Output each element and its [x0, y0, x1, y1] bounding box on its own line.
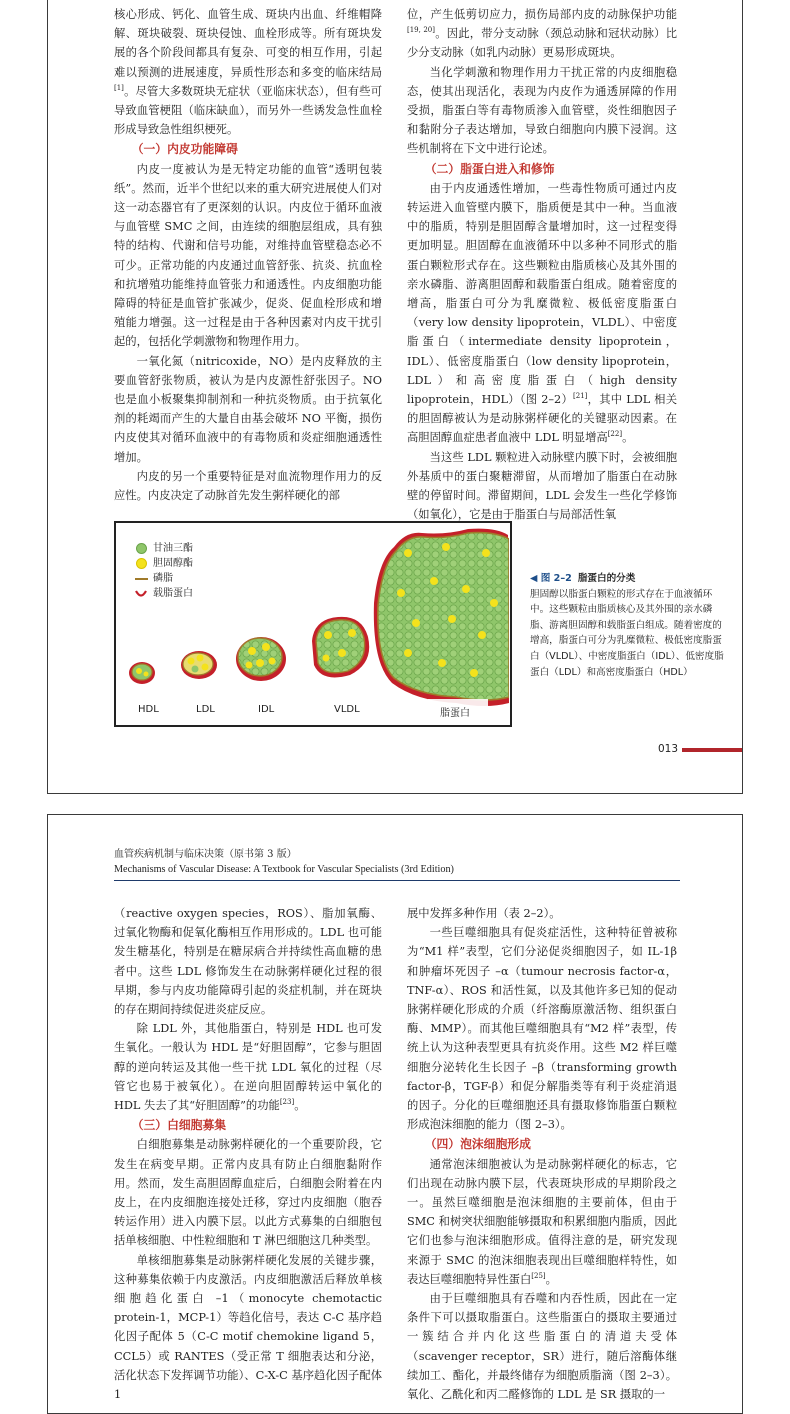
running-header: [114, 847, 680, 881]
left-column: [114, 904, 382, 1404]
paragraph: 白细胞募集是动脉粥样硬化的一个重要阶段，它发生在病变早期。正常内皮具有防止白细胞黏附作用。然而，发生高胆固醇血症后，白细胞会附着在内皮上，在内皮细胞连接处迁移，穿过内皮细胞（胞吞转运作用）进入内膜下层。以此方式募集的白细胞包括单核细胞、中性粒细胞和 T 淋巴细胞这几种类型。: [114, 1138, 382, 1248]
section-heading-leukocyte-recruitment: （三）白细胞募集: [131, 1118, 227, 1133]
paragraph: 核心形成、钙化、血管生成、斑块内出血、纤维帽降解、斑块破裂、斑块侵蚀、血栓形成等。所有斑块发展的各个阶段间都具有复杂、可变的相互作用，引起难以预测的进展速度，异质性形态和多变的临床结局[1]。尽管大多数斑块无症状（亚临床状态），但有些可导致血管梗阻（临床缺血），而另外一些诱发急性血栓形成导致急性组织梗死。: [114, 8, 382, 137]
citation[interactable]: [25]: [531, 1272, 546, 1281]
paragraph: 除 LDL 外，其他脂蛋白，特别是 HDL 也可发生氧化。一般认为 HDL 是“好胆固醇”，它参与胆固醇的逆向转运及其他一些干扰 LDL 氧化的过程（尽管它也易于被氧化）。在逆向胆固醇转运中氧化的 HDL 失去了其“好胆固醇”的功能[23]。: [114, 1022, 382, 1113]
paragraph: 当这些 LDL 颗粒进入动脉壁内膜下时，会被细胞外基质中的蛋白聚糖滞留，从而增加了脂蛋白在动脉壁的停留时间。滞留期间，LDL 会发生一些化学修饰（如氧化），它是由于脂蛋白与局部活性氧: [407, 450, 677, 522]
ldl-particle: [181, 651, 217, 679]
page-number-bar: [682, 748, 743, 752]
legend-item-apolipoprotein: 载脂蛋白: [134, 586, 193, 601]
hdl-particle: [129, 662, 155, 684]
page-number: 013: [658, 743, 679, 755]
legend-item-triglyceride: 甘油三酯: [134, 541, 193, 556]
right-column: [407, 5, 677, 524]
paragraph: 单核细胞募集是动脉粥样硬化发展的关键步骤，这种募集依赖于内皮激活。内皮细胞激活后释放单核细胞趋化蛋白 –1（monocyte chemotactic protein-1，MCP-1）等趋化信号，表达 C-C 基序趋化因子配体 5（C-C motif chemokine ligand 5，CCL5）或 RANTES（受正常 T 细胞表达和分泌，活化状态下发挥调节功能）、C-X-C 基序趋化因子配体 1: [114, 1253, 382, 1402]
chylomicron-particle: [374, 529, 509, 706]
citation[interactable]: [22]: [607, 430, 623, 439]
label-chylomicron: 脂蛋白: [440, 708, 470, 719]
paragraph: 由于巨噬细胞具有吞噬和内吞性质，因此在一定条件下可以摄取脂蛋白。这些脂蛋白的摄取主要通过一簇结合并内化这些脂蛋白的清道夫受体（scavenger receptor，SR）进行，随后溶酶体继续加工、酯化，并最终储存为细胞质脂滴（图 2–3）。氧化、乙酰化和丙二醛修饰的 LDL 是 SR 摄取的一: [407, 1292, 677, 1402]
paragraph: 展中发挥多种作用（表 2–2）。: [407, 907, 561, 920]
paragraph: （reactive oxygen species，ROS）、脂加氧酶、过氧化物酶和促氧化酶相互作用形成的。LDL 也可能发生糖基化，特别是在糖尿病合并持续性高血糖的患者中。这些 LDL 修饰发生在动脉粥样硬化过程的很早期，参与内皮功能障碍引起的炎症机制，并在斑块的存在期间持续促进炎症反应。: [114, 907, 382, 1017]
paragraph: 当化学刺激和物理作用力干扰正常的内皮细胞稳态，使其出现活化，表现为内皮作为通透屏障的作用受损，脂蛋白等有毒物质渗入血管壁，炎性细胞因子和黏附分子表达增加，导致白细胞向内膜下浸润。这些机制将在下文中进行论述。: [407, 65, 677, 156]
legend-item-cholesteryl-ester: 胆固醇酯: [134, 556, 193, 571]
lipoprotein-illustration: [116, 523, 509, 724]
page-014: [47, 814, 743, 1414]
paragraph: 通常泡沫细胞被认为是动脉粥样硬化的标志，它们出现在动脉内膜下层，代表斑块形成的早期阶段之一。虽然巨噬细胞是泡沫细胞的主要前体，但由于 SMC 和树突状细胞能够摄取和积累细胞内脂质，因此它们也参与泡沫细胞形成。值得注意的是，研究发现来源于 SMC 的泡沫细胞表现出巨噬细胞样特性，如表达巨噬细胞特异性蛋白[25]。: [407, 1157, 677, 1286]
paragraph: 由于内皮通透性增加，一些毒性物质可通过内皮转运进入血管壁内膜下，脂质便是其中一种。当血液中的脂质，特别是胆固醇含量增加时，这一过程变得更加明显。胆固醇在血液循环中以多种不同形式的脂蛋白颗粒形式存在。这些颗粒由脂质核心及其外围的亲水磷脂、游离胆固醇和载脂蛋白组成。随着密度的增高，脂蛋白可分为乳糜微粒、极低密度脂蛋白（very low density lipoprotein，VLDL）、中密度脂蛋白（intermediate density lipoprotein，IDL）、低密度脂蛋白（low density lipoprotein，LDL）和高密度脂蛋白（high density lipoprotein，HDL）（图 2–2）[21]，其中 LDL 相关的胆固醇被认为是动脉粥样硬化的关键驱动因素。在高胆固醇血症患者血液中 LDL 明显增高[22]。: [407, 181, 677, 445]
citation[interactable]: [1]: [114, 84, 124, 93]
label-vldl: VLDL: [334, 704, 360, 715]
paragraph: 内皮的另一个重要特征是对血流物理作用力的反应性。内皮决定了动脉首先发生粥样硬化的部: [114, 469, 382, 503]
page-013: [47, 0, 743, 794]
section-heading-endothelial-dysfunction: （一）内皮功能障碍: [131, 142, 238, 157]
citation[interactable]: [23]: [279, 1098, 295, 1107]
paragraph: 位，产生低剪切应力，损伤局部内皮的动脉保护功能[19, 20]。因此，带分支动脉（颈总动脉和冠状动脉）比少分支动脉（如乳内动脉）更易形成斑块。: [407, 8, 677, 60]
paragraph: 一些巨噬细胞具有促炎症活性，这种特征曾被称为“M1 样”表型，它们分泌促炎细胞因子，如 IL-1β 和肿瘤坏死因子 –α（tumour necrosis factor-α，TNF-α）、ROS 和活性氮，以及其他许多已知的促动脉粥样硬化形成的介质（纤溶酶原激活物、组织蛋白酶、MMP）。而其他巨噬细胞具有“M2 样”表型，传统上认为这种表型更具有抗炎作用。这些 M2 样巨噬细胞分泌转化生长因子 –β（transforming growth factor-β，TGF-β）和促分解脂类等有利于炎症消退的因子。分化的巨噬细胞还具有摄取修饰脂蛋白颗粒形成泡沫细胞的能力（图 2–3）。: [407, 926, 677, 1132]
paragraph: 一氧化氮（nitricoxide，NO）是内皮释放的主要血管舒张物质，被认为是内皮源性舒张因子。NO 也是血小板聚集抑制剂和一种抗炎物质。由于抗氧化剂的耗竭而产生的大量自由基会破坏 NO 平衡，损伤内皮使其对循环血液中的有毒物质和炎症细胞通透性增加。: [114, 354, 382, 464]
label-ldl: LDL: [196, 704, 215, 715]
header-title-en: Mechanisms of Vascular Disease: A Textbook for Vascular Specialists (3rd Edition): [114, 864, 454, 875]
figure-caption: [530, 571, 730, 680]
paragraph: 内皮一度被认为是无特定功能的血管“透明包装纸”。然而，近半个世纪以来的重大研究进展使人们对这一动态器官有了更深刻的认识。内皮位于循环血液与血管壁 SMC 之间，由连续的细胞层组成，具有独特的结构、代谢和信号功能，对维持血管壁稳态必不可少。正常功能的内皮通过血管舒张、抗炎、抗血栓和抗增殖功能维持血管张力和通透性。内皮细胞功能障碍的特征是血管扩张减少，促炎、促血栓形成和增殖能力增强。这一过程是由于各种因素对内皮干扰引起的，包括化学刺激物和物理作用力。: [114, 162, 382, 349]
idl-particle: [236, 637, 286, 681]
caption-title: ◀ 图 2–2 脂蛋白的分类: [530, 573, 636, 584]
label-hdl: HDL: [138, 704, 159, 715]
legend-item-phospholipid: 磷脂: [134, 571, 193, 586]
citation[interactable]: [19, 20]: [407, 26, 435, 35]
section-heading-lipoprotein-entry: （二）脂蛋白进入和修饰: [424, 161, 555, 176]
citation[interactable]: [21]: [573, 392, 588, 401]
vldl-particle: [312, 617, 369, 678]
caption-body: 胆固醇以脂蛋白颗粒的形式存在于血液循环中。这些颗粒由脂质核心及其外围的亲水磷脂、游离胆固醇和载脂蛋白组成。随着密度的增高，脂蛋白可分为乳糜微粒、极低密度脂蛋白（VLDL）、中密度脂蛋白（IDL）、低密度脂蛋白（LDL）和高密度脂蛋白（HDL）: [530, 588, 724, 678]
left-column: [114, 5, 382, 505]
figure-lipoprotein-classes: [114, 521, 512, 727]
section-heading-foam-cell-formation: （四）泡沫细胞形成: [424, 1137, 531, 1152]
right-column: [407, 904, 677, 1404]
label-idl: IDL: [258, 704, 275, 715]
header-title-cn: 血管疾病机制与临床决策（原书第 3 版）: [114, 849, 297, 860]
